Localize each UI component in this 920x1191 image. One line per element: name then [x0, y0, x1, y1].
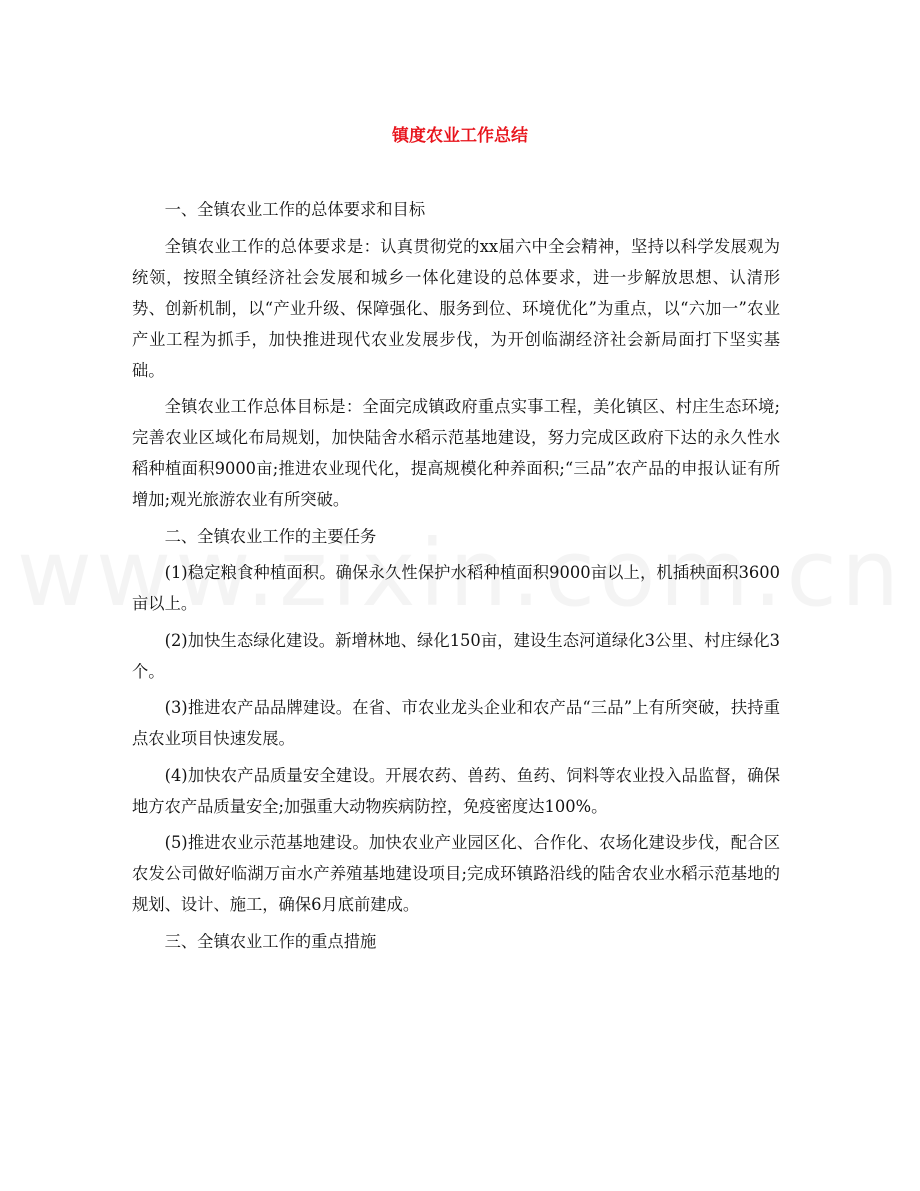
task-item-4: (4)加快农产品质量安全建设。开展农药、兽药、鱼药、饲料等农业投入品监督，确保地方农产品质量安全;加强重大动物疾病防控，免疫密度达100%。	[132, 765, 780, 816]
section-heading-2: 二、全镇农业工作的主要任务	[164, 526, 377, 546]
section-heading-3: 三、全镇农业工作的重点措施	[164, 931, 377, 951]
task-item-5: (5)推进农业示范基地建设。加快农业产业园区化、合作化、农场化建设步伐，配合区农发公司做好临湖万亩水产养殖基地建设项目;完成环镇路沿线的陆舍农业水稻示范基地的规划、设计、施工，确保6月底前建成。	[132, 833, 780, 914]
section-heading-1: 一、全镇农业工作的总体要求和目标	[164, 200, 426, 219]
task-item-1: (1)稳定粮食种植面积。确保永久性保护水稻种植面积9000亩以上，机插秧面积3600亩以上。	[132, 563, 780, 613]
task-item-2: (2)加快生态绿化建设。新增林地、绿化150亩，建设生态河道绿化3公里、村庄绿化3个。	[132, 630, 780, 681]
paragraph-overall-requirements: 全镇农业工作的总体要求是：认真贯彻党的xx届六中全会精神，坚持以科学发展观为统领，按照全镇经济社会发展和城乡一体化建设的总体要求，进一步解放思想、认清形势、创新机制，以“产业升级、保障强化、服务到位、环境优化”为重点，以“六加一”农业产业工程为抓手，加快推进现代农业发展步伐，为开创临湖经济社会新局面打下坚实基础。	[132, 236, 780, 380]
document-body	[132, 194, 780, 962]
document-title: 镇度农业工作总结	[392, 126, 528, 146]
task-item-3: (3)推进农产品品牌建设。在省、市农业龙头企业和农产品“三品”上有所突破，扶持重点农业项目快速发展。	[132, 698, 780, 748]
paragraph-overall-goals: 全镇农业工作总体目标是：全面完成镇政府重点实事工程，美化镇区、村庄生态环境;完善农业区域化布局规划，加快陆舍水稻示范基地建设，努力完成区政府下达的永久性水稻种植面积9000亩;推进农业现代化，提高规模化种养面积;“三品”农产品的申报认证有所增加;观光旅游农业有所突破。	[132, 397, 780, 509]
